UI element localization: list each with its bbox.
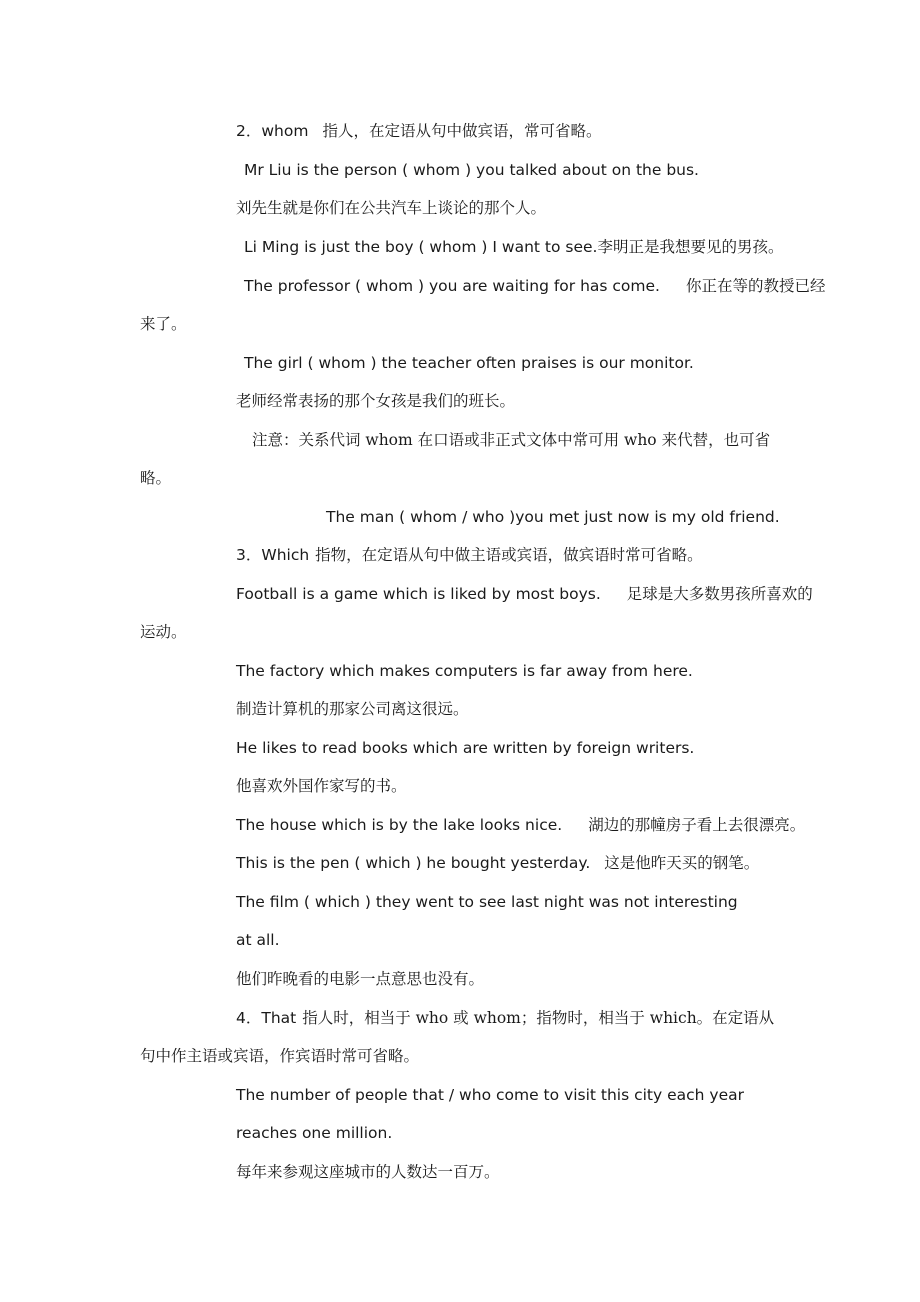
english-text: Li Ming is just the boy ( whom ) I want to see.: [244, 238, 598, 256]
section-description-continued: 句中作主语或宾语，作宾语时常可省略。: [140, 1047, 420, 1065]
example-sentence: [236, 584, 813, 604]
english-text: The professor ( whom ) you are waiting for has come.: [244, 277, 660, 295]
chinese-text: 你正在等的教授已经: [685, 277, 826, 295]
example-sentence: The man ( whom / who )you met just now is my old friend.: [326, 508, 780, 526]
note-text: 注意：关系代词 whom 在口语或非正式文体中常可用 who 来代替，也可省: [252, 431, 771, 449]
example-sentence: The number of people that / who come to visit this city each year: [236, 1086, 744, 1104]
chinese-text: 李明正是我想要见的男孩。: [597, 238, 784, 256]
section-3-heading: [236, 545, 703, 565]
chinese-text: 足球是大多数男孩所喜欢的: [626, 585, 813, 603]
translation: 老师经常表扬的那个女孩是我们的班长。: [236, 392, 516, 410]
example-sentence: The factory which makes computers is far away from here.: [236, 662, 693, 680]
translation: 刘先生就是你们在公共汽车上谈论的那个人。: [236, 199, 547, 217]
translation-continued: 运动。: [140, 623, 187, 641]
section-4-heading: [236, 1008, 774, 1028]
translation: 制造计算机的那家公司离这很远。: [236, 700, 469, 718]
section-description: 指人，在定语从句中做宾语，常可省略。: [322, 122, 602, 140]
example-sentence: [244, 276, 826, 296]
english-text: The house which is by the lake looks nice.: [236, 816, 563, 834]
section-number: 2．whom: [236, 122, 309, 140]
note-continued: 略。: [140, 469, 172, 487]
section-description: 指物，在定语从句中做主语或宾语，做宾语时常可省略。: [315, 546, 703, 564]
translation: 他喜欢外国作家写的书。: [236, 777, 407, 795]
example-sentence: [236, 853, 759, 873]
section-number: 4．That: [236, 1009, 297, 1027]
example-sentence: The film ( which ) they went to see last night was not interesting: [236, 893, 738, 911]
example-sentence: [236, 815, 805, 835]
translation: 每年来参观这座城市的人数达一百万。: [236, 1163, 500, 1181]
translation-continued: 来了。: [140, 315, 187, 333]
example-sentence-continued: reaches one million.: [236, 1124, 393, 1142]
chinese-text: 湖边的那幢房子看上去很漂亮。: [588, 816, 806, 834]
example-sentence: He likes to read books which are written by foreign writers.: [236, 739, 695, 757]
translation: 他们昨晚看的电影一点意思也没有。: [236, 970, 485, 988]
example-sentence: Mr Liu is the person ( whom ) you talked about on the bus.: [244, 161, 699, 179]
english-text: This is the pen ( which ) he bought yesterday.: [236, 854, 591, 872]
section-number: 3．Which: [236, 546, 310, 564]
example-sentence-continued: at all.: [236, 931, 280, 949]
section-2-heading: [236, 121, 601, 141]
chinese-text: 这是他昨天买的钢笔。: [604, 854, 760, 872]
example-sentence: The girl ( whom ) the teacher often praises is our monitor.: [244, 354, 694, 372]
example-sentence: [244, 237, 783, 257]
english-text: Football is a game which is liked by most boys.: [236, 585, 601, 603]
section-description: 指人时，相当于 who 或 whom；指物时，相当于 which。在定语从: [302, 1009, 775, 1027]
